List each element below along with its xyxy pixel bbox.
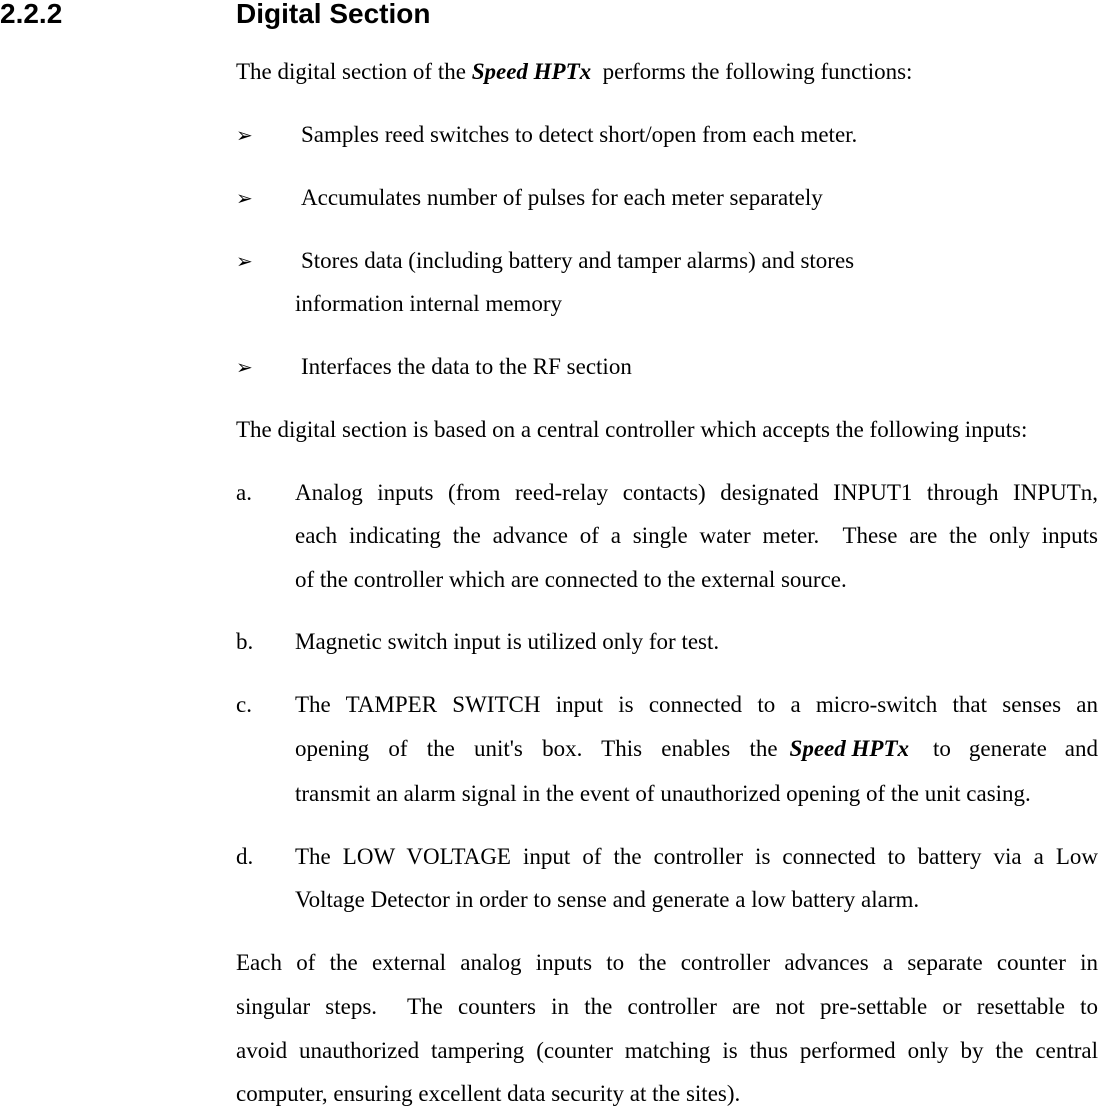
input-line-part: opening of the unit's box. This enables the xyxy=(295,736,778,761)
intro-paragraph xyxy=(236,59,912,85)
input-line: each indicating the advance of a single water meter. These are the only inputs xyxy=(295,523,1098,548)
input-line: of the controller which are connected to the external source. xyxy=(295,567,847,592)
input-line: Analog inputs (from reed-relay contacts) designated INPUT1 through INPUTn, xyxy=(295,480,1098,505)
intro-prefix: The digital section of the xyxy=(236,59,472,84)
closing-line: Each of the external analog inputs to the controller advances a separate counter in xyxy=(236,950,1098,975)
intro-suffix: performs the following functions: xyxy=(591,59,913,84)
function-item: Stores data (including battery and tamper alarms) and stores xyxy=(301,248,855,273)
bullet-arrow-icon: ➢ xyxy=(236,355,253,379)
section-title: Digital Section xyxy=(236,0,431,29)
bullet-arrow-icon: ➢ xyxy=(236,123,253,147)
input-line-part: to generate and xyxy=(933,736,1098,761)
bullet-arrow-icon: ➢ xyxy=(236,186,253,210)
function-item: Interfaces the data to the RF section xyxy=(301,354,632,379)
closing-line: avoid unauthorized tampering (counter matching is thus performed only by the central xyxy=(236,1038,1098,1063)
list-marker: d. xyxy=(236,844,254,869)
list-marker: b. xyxy=(236,629,254,654)
input-line xyxy=(295,736,1098,762)
bullet-arrow-icon: ➢ xyxy=(236,249,253,273)
input-line: The TAMPER SWITCH input is connected to a micro-switch that senses an xyxy=(295,692,1098,717)
closing-line: singular steps. The counters in the controller are not pre-settable or resettable to xyxy=(236,994,1098,1019)
input-line: The LOW VOLTAGE input of the controller is connected to battery via a Low xyxy=(295,844,1098,869)
closing-line: computer, ensuring excellent data security at the sites). xyxy=(236,1081,741,1106)
product-name: Speed HPTx xyxy=(789,736,909,761)
list-marker: a. xyxy=(236,480,252,505)
function-item-continuation: information internal memory xyxy=(295,291,562,316)
section-number: 2.2.2 xyxy=(0,0,63,29)
input-line: transmit an alarm signal in the event of unauthorized opening of the unit casing. xyxy=(295,781,1031,806)
function-item: Accumulates number of pulses for each meter separately xyxy=(301,185,823,210)
list-marker: c. xyxy=(236,692,252,717)
input-line: Magnetic switch input is utilized only for test. xyxy=(295,629,720,654)
function-item: Samples reed switches to detect short/open from each meter. xyxy=(301,122,858,147)
inputs-intro: The digital section is based on a central controller which accepts the following inputs: xyxy=(236,417,1028,442)
input-line: Voltage Detector in order to sense and generate a low battery alarm. xyxy=(295,887,920,912)
product-name: Speed HPTx xyxy=(471,59,592,84)
